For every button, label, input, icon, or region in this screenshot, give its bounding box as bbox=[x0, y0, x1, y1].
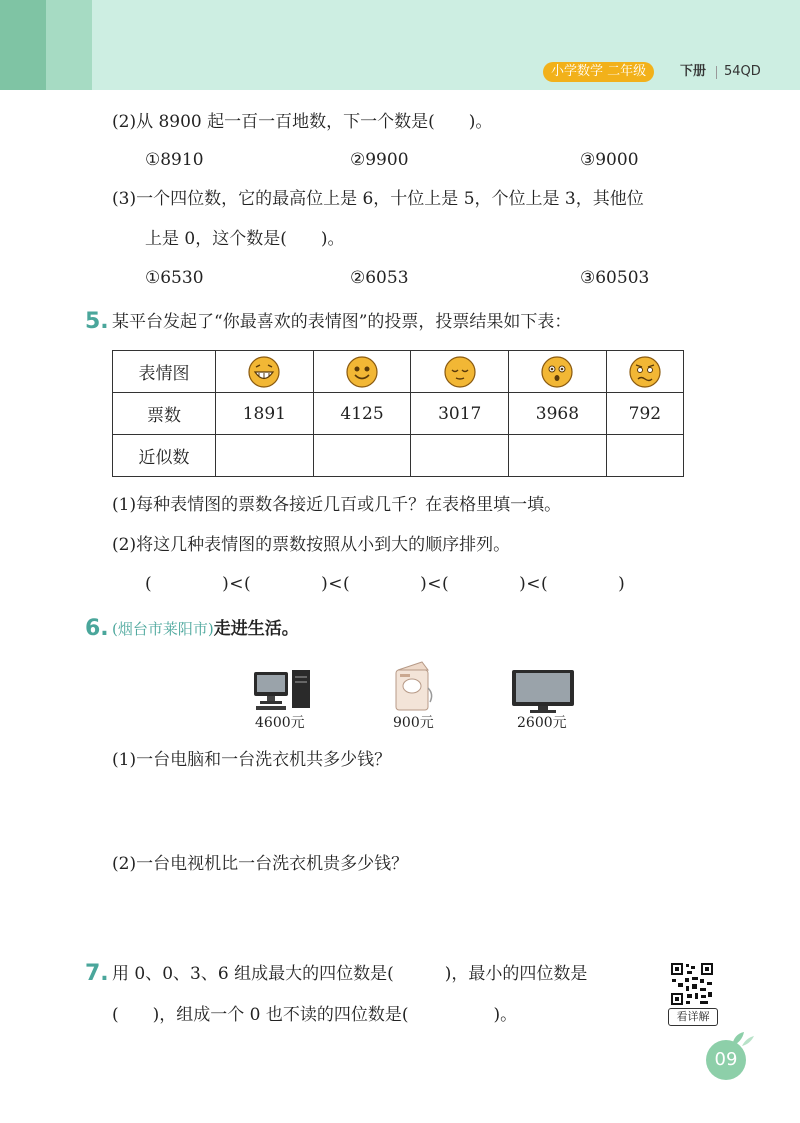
vote-cell: 4125 bbox=[313, 393, 411, 435]
q5-title: 某平台发起了“你最喜欢的表情图”的投票，投票结果如下表： bbox=[112, 312, 572, 332]
face-cell-5 bbox=[606, 351, 683, 393]
sleepy-face-icon bbox=[443, 355, 477, 389]
table-row-approx bbox=[113, 435, 684, 477]
q6-part1: (1)一台电脑和一台洗衣机共多少钱？ bbox=[112, 750, 392, 770]
book-code: 54QD bbox=[724, 64, 761, 79]
face-cell-3 bbox=[411, 351, 509, 393]
face-cell-1 bbox=[216, 351, 314, 393]
tv-price: 2600元 bbox=[517, 715, 567, 731]
vote-cell: 792 bbox=[606, 393, 683, 435]
q6-number: 6. bbox=[85, 616, 109, 641]
page-number: 09 bbox=[706, 1040, 746, 1080]
tv-icon bbox=[510, 668, 576, 714]
laughing-face-icon bbox=[247, 355, 281, 389]
approx-answer-cell[interactable] bbox=[411, 435, 509, 477]
q5-order-blanks[interactable]: ( )<( )<( )<( )<( ) bbox=[145, 574, 626, 594]
vote-cell: 3017 bbox=[411, 393, 509, 435]
computer-icon bbox=[252, 668, 314, 712]
q7-line2: ( )，组成一个 0 也不读的四位数是( )。 bbox=[112, 1005, 518, 1025]
face-cell-2 bbox=[313, 351, 411, 393]
vote-cell: 1891 bbox=[216, 393, 314, 435]
q4-part3-line2: 上是 0，这个数是( )。 bbox=[145, 229, 345, 249]
q4-part3-line1: (3)一个四位数，它的最高位上是 6，十位上是 5，个位上是 3，其他位 bbox=[112, 189, 644, 209]
qr-code[interactable] bbox=[670, 962, 714, 1006]
vote-cell: 3968 bbox=[509, 393, 607, 435]
volume-label: 下册 bbox=[680, 64, 707, 79]
header-stripe-mid bbox=[46, 0, 92, 90]
q4-part3-option-1: ①6530 bbox=[145, 268, 204, 288]
subject-tag: 小学数学 二年级 bbox=[543, 62, 654, 82]
q7-line1: 用 0、0、3、6 组成最大的四位数是( )，最小的四位数是 bbox=[112, 964, 588, 984]
q6-source-tag: (烟台市莱阳市) bbox=[112, 620, 214, 638]
approx-answer-cell[interactable] bbox=[509, 435, 607, 477]
q4-part2-option-3: ③9000 bbox=[580, 150, 639, 170]
view-answer-label[interactable]: 看详解 bbox=[668, 1008, 718, 1026]
worried-face-icon bbox=[628, 355, 662, 389]
q5-part1: (1)每种表情图的票数各接近几百或几千？在表格里填一填。 bbox=[112, 495, 562, 515]
row-label-approx: 近似数 bbox=[113, 435, 216, 477]
header-divider bbox=[716, 66, 717, 79]
approx-answer-cell[interactable] bbox=[313, 435, 411, 477]
surprised-face-icon bbox=[540, 355, 574, 389]
q6-title: 走进生活。 bbox=[213, 619, 299, 639]
q4-part2-option-1: ①8910 bbox=[145, 150, 204, 170]
q4-part2-text: (2)从 8900 起一百一百地数，下一个数是( )。 bbox=[112, 112, 493, 132]
smiling-face-icon bbox=[345, 355, 379, 389]
table-row-votes bbox=[113, 393, 684, 435]
approx-answer-cell[interactable] bbox=[216, 435, 314, 477]
q5-number: 5. bbox=[85, 309, 109, 334]
q5-part2: (2)将这几种表情图的票数按照从小到大的顺序排列。 bbox=[112, 535, 511, 555]
computer-price: 4600元 bbox=[255, 715, 305, 731]
q6-heading bbox=[112, 617, 299, 641]
q4-part3-option-3: ③60503 bbox=[580, 268, 650, 288]
face-cell-4 bbox=[509, 351, 607, 393]
q4-part3-option-2: ②6053 bbox=[350, 268, 409, 288]
q7-number: 7. bbox=[85, 961, 109, 986]
header-stripe-dark bbox=[0, 0, 46, 90]
q6-part2: (2)一台电视机比一台洗衣机贵多少钱？ bbox=[112, 854, 409, 874]
table-row-faces bbox=[113, 351, 684, 393]
washing-machine-icon bbox=[392, 660, 436, 712]
approx-answer-cell[interactable] bbox=[606, 435, 683, 477]
row-label-face: 表情图 bbox=[113, 351, 216, 393]
vote-table bbox=[112, 350, 684, 477]
q4-part2-option-2: ②9900 bbox=[350, 150, 409, 170]
washing-machine-price: 900元 bbox=[393, 715, 434, 731]
row-label-votes: 票数 bbox=[113, 393, 216, 435]
